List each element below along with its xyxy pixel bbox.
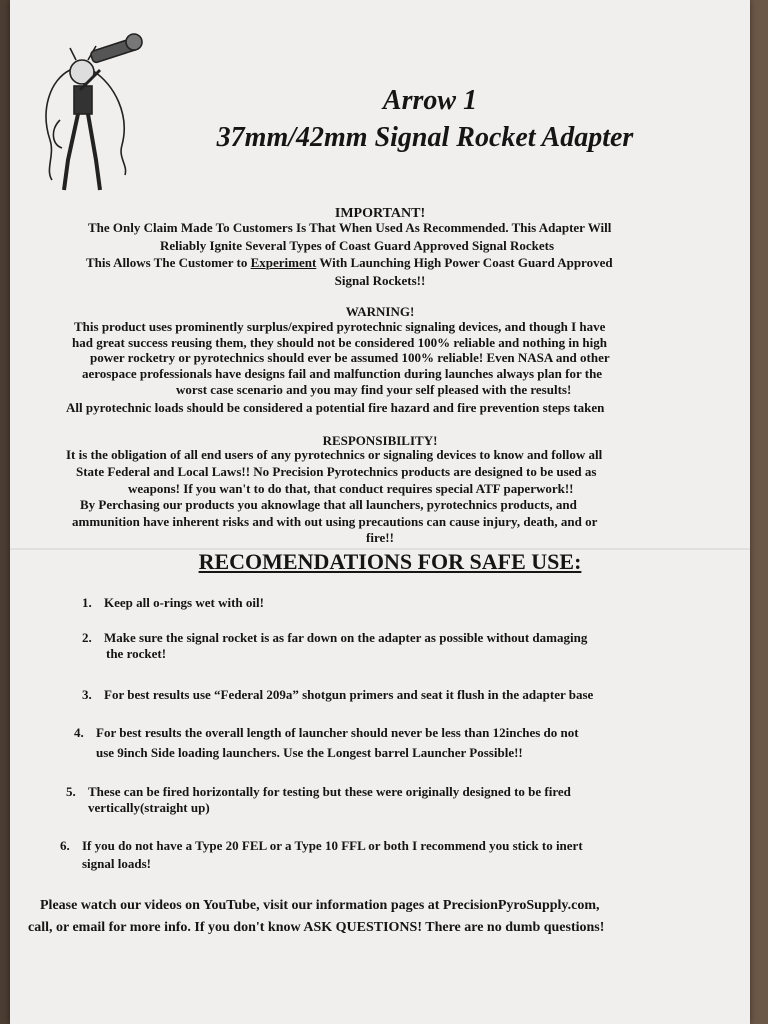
responsibility-line: fire!!	[366, 530, 394, 545]
recommendation-item-6-cont: signal loads!	[82, 856, 151, 871]
important-emphasis: Experiment	[250, 255, 317, 270]
footer-line: Please watch our videos on YouTube, visit our information pages at PrecisionPyroSupply.com,	[40, 898, 600, 913]
important-line: Signal Rockets!!	[334, 273, 426, 288]
footer-line: call, or email for more info. If you don't know ASK QUESTIONS! There are no dumb questions!	[28, 920, 605, 935]
warning-line: aerospace professionals have designs fail and malfunction during launches always plan for the	[82, 366, 603, 381]
mascot-illustration	[30, 30, 150, 200]
important-text: This Allows The Customer to	[86, 255, 248, 270]
wood-surface-right	[748, 0, 768, 1024]
responsibility-line: It is the obligation of all end users of any pyrotechnics or signaling devices to know and follow all	[66, 447, 603, 462]
item-text: Keep all o-rings wet with oil!	[104, 595, 264, 610]
warning-line: had great success reusing them, they should not be considered 100% reliable and nothing in high	[72, 335, 608, 350]
title-line-1: Arrow 1	[382, 85, 478, 116]
important-heading: IMPORTANT!	[334, 206, 426, 221]
recommendation-item-3	[82, 687, 593, 703]
item-number: 4.	[74, 725, 84, 740]
responsibility-line: ammunition have inherent risks and with out using precautions can cause injury, death, and or	[72, 514, 598, 529]
item-number: 2.	[82, 630, 92, 645]
title-line-2: 37mm/42mm Signal Rocket Adapter	[216, 122, 634, 153]
item-text: If you do not have a Type 20 FEL or a Type 10 FFL or both I recommend you stick to inert	[82, 838, 583, 853]
recommendation-item-6	[60, 838, 583, 854]
warning-line: worst case scenario and you may find your self pleased with the results!	[176, 382, 572, 397]
document-sheet	[10, 0, 750, 1024]
recommendation-item-4	[74, 725, 579, 741]
recommendation-item-2-cont: the rocket!	[106, 646, 167, 661]
recommendation-item-2	[82, 630, 587, 646]
important-line: The Only Claim Made To Customers Is That When Used As Recommended. This Adapter Will	[88, 220, 612, 235]
warning-line: All pyrotechnic loads should be considered a potential fire hazard and fire prevention steps taken	[66, 400, 605, 415]
warning-heading: WARNING!	[345, 304, 415, 319]
item-text: Make sure the signal rocket is as far down on the adapter as possible without damaging	[104, 630, 588, 645]
item-text: For best results the overall length of launcher should never be less than 12inches do not	[96, 725, 579, 740]
item-number: 6.	[60, 838, 70, 853]
item-number: 1.	[82, 595, 92, 610]
recommendation-item-5	[66, 784, 571, 800]
important-line	[86, 255, 613, 271]
responsibility-heading: RESPONSIBILITY!	[322, 433, 438, 448]
important-line: Reliably Ignite Several Types of Coast Guard Approved Signal Rockets	[160, 238, 554, 253]
warning-line: power rocketry or pyrotechnics should ever be assumed 100% reliable! Even NASA and other	[90, 350, 610, 365]
item-number: 5.	[66, 784, 76, 799]
recommendations-heading: RECOMENDATIONS FOR SAFE USE:	[198, 549, 582, 574]
item-text: These can be fired horizontally for testing but these were originally designed to be fired	[88, 784, 571, 799]
item-number: 3.	[82, 687, 92, 702]
item-text: For best results use “Federal 209a” shotgun primers and seat it flush in the adapter base	[104, 687, 594, 702]
warning-line: This product uses prominently surplus/expired pyrotechnic signaling devices, and though I have	[74, 319, 606, 334]
recommendation-item-5-cont: vertically(straight up)	[88, 800, 210, 815]
responsibility-line: By Perchasing our products you aknowlage that all launchers, pyrotechnics products, and	[80, 497, 577, 512]
recommendation-item-4-cont: use 9inch Side loading launchers. Use the Longest barrel Launcher Possible!!	[96, 745, 523, 760]
important-text: With Launching High Power Coast Guard Approved	[319, 255, 613, 270]
responsibility-line: weapons! If you wan't to do that, that conduct requires special ATF paperwork!!	[128, 481, 574, 496]
responsibility-line: State Federal and Local Laws!! No Precision Pyrotechnics products are designed to be used as	[76, 464, 597, 479]
recommendation-item-1	[82, 595, 264, 611]
